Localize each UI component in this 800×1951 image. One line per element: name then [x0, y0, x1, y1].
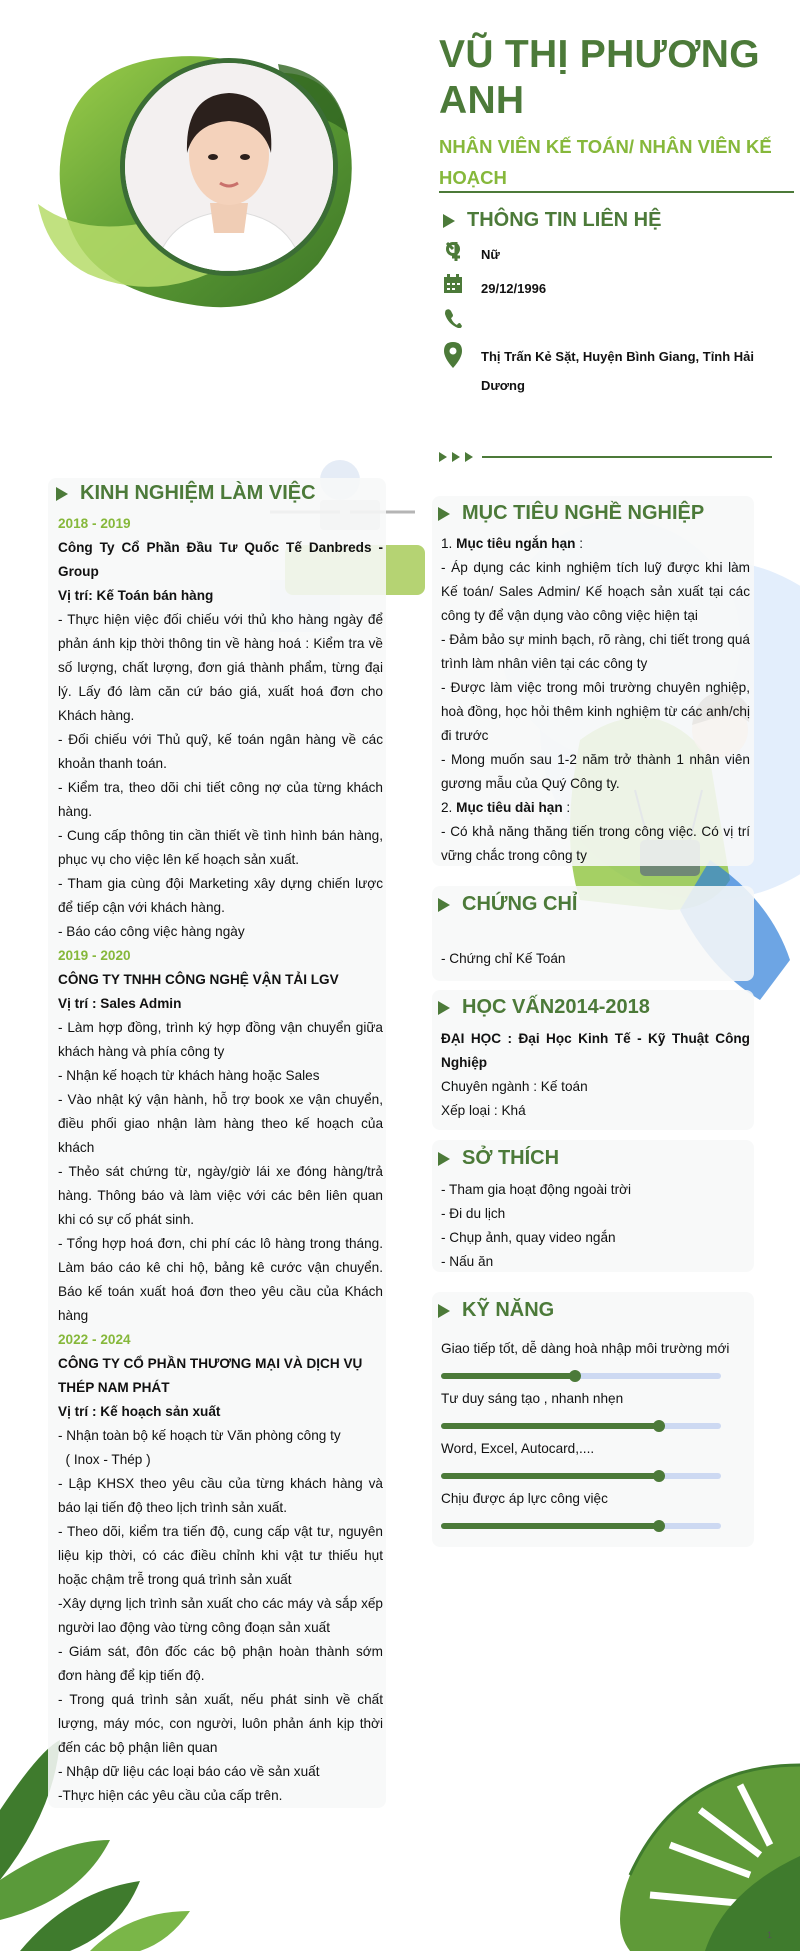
- job-years: 2022 - 2024: [58, 1332, 131, 1347]
- hobby-item: - Đi du lịch: [441, 1206, 506, 1221]
- job-duty: - Làm hợp đồng, trình ký hợp đồng vận chuyển giữa khách hàng và phía công ty: [58, 1020, 383, 1059]
- triangle-bullet-icon: [438, 1304, 450, 1318]
- job-duty: - Đối chiếu với Thủ quỹ, kế toán ngân hàng về các khoản thanh toán.: [58, 732, 383, 771]
- calendar-icon: [442, 274, 464, 298]
- objective-item: - Được làm việc trong môi trường chuyên nghiệp, hoà đồng, học hỏi thêm kinh nghiệm từ các anh/chị đi trước: [441, 680, 750, 743]
- job-company: CÔNG TY TNHH CÔNG NGHỆ VẬN TẢI LGV: [58, 972, 339, 987]
- contact-phone-row: [442, 308, 792, 332]
- objective-heading-text: MỤC TIÊU NGHỀ NGHIỆP: [462, 502, 705, 524]
- job-duty: ( Inox - Thép ): [58, 1452, 151, 1467]
- job-company: Công Ty Cổ Phần Đầu Tư Quốc Tế Danbreds - Group: [58, 540, 383, 579]
- skills-card: [432, 1292, 754, 1547]
- triangle-bullet-icon: [438, 1152, 450, 1166]
- job-duty: - Thực hiện việc đối chiếu với thủ kho hàng ngày để phản ánh kịp thời thông tin về hàng hoá : Kiểm tra về số lượng, chất lượng, đơn giá thành phẩm, từng đại lý. Lấy đó làm căn cứ báo giá, xuất hoá đơn cho Khách hàng.: [58, 612, 383, 723]
- skill-bar-fill: [441, 1423, 659, 1429]
- certificates-heading-text: CHỨNG CHỈ: [462, 893, 578, 915]
- dob-value: 29/12/1996: [481, 281, 547, 296]
- certificates-list: [441, 947, 750, 971]
- contact-heading: [443, 209, 661, 232]
- job-entry: [58, 1328, 383, 1808]
- profile-photo: [120, 58, 338, 276]
- objective-item: - Có khả năng thăng tiến trong công việc. Có vị trí vững chắc trong công ty: [441, 824, 750, 863]
- job-duty: -Thực hiện các yêu cầu của cấp trên.: [58, 1788, 283, 1803]
- leaf-decoration-icon: [610, 1755, 800, 1951]
- job-duty: - Cung cấp thông tin cần thiết về tình hình bán hàng, phục vụ cho việc lên kế hoạch sản xuất.: [58, 828, 383, 867]
- job-position: Vị trí : Sales Admin: [58, 996, 182, 1011]
- experience-list: [58, 512, 383, 1808]
- job-entry: [58, 512, 383, 944]
- hobbies-list: [441, 1178, 750, 1274]
- job-title: NHÂN VIÊN KẾ TOÁN/ NHÂN VIÊN KẾ HOẠCH: [439, 136, 772, 188]
- skill-bar: [441, 1373, 721, 1379]
- job-position: Vị trí: Kế Toán bán hàng: [58, 588, 214, 603]
- education-school: ĐẠI HỌC : Đại Học Kinh Tế - Kỹ Thuật Công Nghiệp: [441, 1031, 750, 1070]
- job-duty: - Nhận kế hoạch từ khách hàng hoặc Sales: [58, 1068, 320, 1083]
- skill-bar-fill: [441, 1523, 659, 1529]
- objective-item: - Áp dụng các kinh nghiệm tích luỹ được khi làm Kế toán/ Sales Admin/ Kế hoạch sản xuất tại các công ty để vận dụng vào công việc hiện tại: [441, 560, 750, 623]
- skills-heading: [438, 1299, 554, 1322]
- job-duty: - Báo cáo công việc hàng ngày: [58, 924, 245, 939]
- arrow-icon: [439, 452, 447, 462]
- objective-heading: [438, 502, 704, 525]
- job-duty: - Trong quá trình sản xuất, nếu phát sinh về chất lượng, máy móc, con người, luôn phản ánh kịp thời đến các bộ phận liên quan: [58, 1692, 383, 1755]
- job-years: 2019 - 2020: [58, 948, 131, 963]
- education-body: [441, 1027, 750, 1123]
- job-duty: - Thẻo sát chứng từ, ngày/giờ lái xe đóng hàng/trả hàng. Thông báo và làm việc với các bên liên quan khi có sự cố phát sinh.: [58, 1164, 383, 1227]
- gender-icon: [442, 240, 464, 264]
- contact-heading-text: THÔNG TIN LIÊN HỆ: [467, 209, 662, 231]
- skill-bar: [441, 1473, 721, 1479]
- hobby-item: - Chụp ảnh, quay video ngắn: [441, 1230, 616, 1245]
- objective-body: [441, 532, 750, 868]
- contact-address-row: [442, 342, 792, 400]
- triangle-bullet-icon: [438, 898, 450, 912]
- objective-item: - Mong muốn sau 1-2 năm trở thành 1 nhân viên gương mẫu của Quý Công ty.: [441, 752, 750, 791]
- location-pin-icon: [442, 342, 464, 366]
- short-term-title: 1. Mục tiêu ngắn hạn :: [441, 536, 584, 551]
- contact-dob-row: [442, 274, 792, 303]
- certificate-item: - Chứng chỉ Kế Toán: [441, 951, 566, 966]
- certificates-heading: [438, 893, 577, 916]
- education-rank: Xếp loại : Khá: [441, 1103, 526, 1118]
- candidate-name: VŨ THỊ PHƯƠNG ANH: [439, 33, 760, 122]
- gender-value: Nữ: [481, 247, 500, 262]
- phone-icon: [442, 308, 464, 332]
- address-value: Thị Trấn Kẻ Sặt, Huyện Bình Giang, Tỉnh Hải Dương: [481, 349, 755, 393]
- skill-bar-fill: [441, 1473, 659, 1479]
- job-duty: - Nhập dữ liệu các loại báo cáo về sản xuất: [58, 1764, 320, 1779]
- section-divider: [439, 452, 772, 462]
- contact-gender-row: [442, 240, 792, 269]
- long-term-title: 2. Mục tiêu dài hạn :: [441, 800, 571, 815]
- job-duty: - Kiểm tra, theo dõi chi tiết công nợ của từng khách hàng.: [58, 780, 383, 819]
- experience-heading-text: KINH NGHIỆM LÀM VIỆC: [80, 482, 316, 504]
- job-years: 2018 - 2019: [58, 516, 131, 531]
- skill-label: Chịu được áp lực công việc: [441, 1491, 608, 1506]
- experience-heading: [56, 482, 316, 505]
- triangle-bullet-icon: [438, 1001, 450, 1015]
- hobby-item: - Nấu ăn: [441, 1254, 494, 1269]
- skill-bar-fill: [441, 1373, 575, 1379]
- skill-label: Tư duy sáng tạo , nhanh nhẹn: [441, 1391, 624, 1406]
- skill-label: Word, Excel, Autocard,....: [441, 1441, 595, 1456]
- job-duty: - Theo dõi, kiểm tra tiến độ, cung cấp vật tư, nguyên liệu kịp thời, có các điều chỉnh khi vật tư thiếu hụt hoặc chậm trễ trong quá trình sản xuất: [58, 1524, 383, 1587]
- education-heading-text: HỌC VẤN2014-2018: [462, 996, 650, 1018]
- skill-bar: [441, 1523, 721, 1529]
- job-duty: - Lập KHSX theo yêu cầu của từng khách hàng và báo lại tiến độ theo lịch trình sản xuất.: [58, 1476, 383, 1515]
- arrow-icon: [452, 452, 460, 462]
- job-duty: - Tổng hợp hoá đơn, chi phí các lô hàng trong tháng. Làm báo cáo kê chi hộ, bảng kê cước vận chuyển. Báo kế toán xuất hoá đơn theo yêu cầu của Khách hàng: [58, 1236, 383, 1323]
- job-duty: - Nhận toàn bộ kế hoạch từ Văn phòng công ty: [58, 1428, 341, 1443]
- skill-label: Giao tiếp tốt, dễ dàng hoà nhập môi trường mới: [441, 1341, 730, 1356]
- skill-bar: [441, 1423, 721, 1429]
- job-duty: - Tham gia cùng đội Marketing xây dựng chiến lược để tiếp cận với khách hàng.: [58, 876, 383, 915]
- triangle-bullet-icon: [443, 214, 455, 228]
- education-major: Chuyên ngành : Kế toán: [441, 1079, 588, 1094]
- triangle-bullet-icon: [438, 507, 450, 521]
- job-duty: -Xây dựng lịch trình sản xuất cho các máy và sắp xếp người lao động vào từng công đoạn sản xuất: [58, 1596, 383, 1635]
- education-heading: [438, 996, 650, 1019]
- title-divider: [439, 191, 794, 193]
- arrow-icon: [465, 452, 473, 462]
- hobbies-heading-text: SỞ THÍCH: [462, 1147, 560, 1169]
- objective-item: - Đảm bảo sự minh bạch, rõ ràng, chi tiết trong quá trình làm nhân viên tại các công ty: [441, 632, 750, 671]
- triangle-bullet-icon: [56, 487, 68, 501]
- page-number: 1: [766, 1930, 772, 1940]
- hobbies-heading: [438, 1147, 559, 1170]
- job-company: CÔNG TY CỔ PHẦN THƯƠNG MẠI VÀ DỊCH VỤ THÉP NAM PHÁT: [58, 1356, 363, 1395]
- hobby-item: - Tham gia hoạt động ngoài trời: [441, 1182, 632, 1197]
- job-duty: - Vào nhật ký vận hành, hỗ trợ book xe vận chuyển, điều phối giao nhận làm hàng theo kế hoạch của khách: [58, 1092, 383, 1155]
- skills-heading-text: KỸ NĂNG: [462, 1299, 555, 1321]
- job-duty: - Giám sát, đôn đốc các bộ phận hoàn thành sớm đơn hàng để kịp tiến độ.: [58, 1644, 383, 1683]
- avatar: [125, 63, 333, 271]
- job-entry: [58, 944, 383, 1328]
- job-position: Vị trí : Kế hoạch sản xuất: [58, 1404, 221, 1419]
